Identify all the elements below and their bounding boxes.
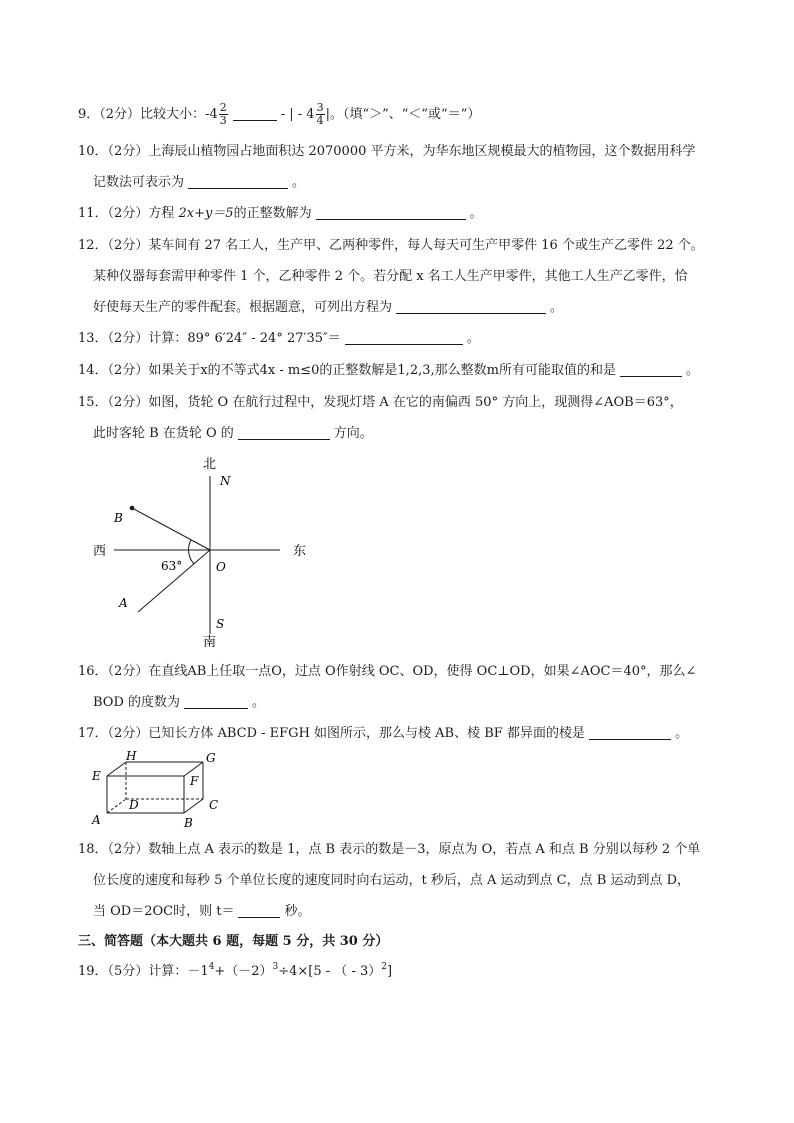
angle-arc [189, 540, 194, 564]
answer-blank[interactable] [188, 174, 288, 189]
label-h: H [126, 749, 137, 763]
question-12-cont: 某种仪器每套需甲种零件 1 个，乙种零件 2 个。若分配 x 名工人生产甲零件，其他工人生产乙零件，恰 [93, 269, 688, 284]
ray-ob [132, 508, 210, 550]
point-b [130, 506, 135, 511]
label-b: B [114, 511, 123, 525]
question-17: 17．（2分）已知长方体 ABCD - EFGH 如图所示，那么与棱 AB、棱 BF 都异面的棱是 。 [78, 726, 688, 741]
answer-blank[interactable] [345, 330, 463, 345]
question-18-cont2: 当 OD＝2OC时，则 t＝ 秒。 [93, 904, 311, 919]
compass-figure [88, 450, 318, 655]
label-angle: 63° [161, 559, 183, 573]
question-score: （2分） [99, 107, 141, 122]
label-e: E [92, 769, 101, 783]
label-d: D [129, 798, 139, 812]
answer-blank[interactable] [396, 299, 546, 314]
section-title: 三、简答题（本大题共 6 题，每题 5 分，共 30 分） [78, 934, 389, 949]
answer-blank[interactable] [238, 425, 330, 440]
question-18: 18．（2分）数轴上点 A 表示的数是 1，点 B 表示的数是－3，原点为 O，若点 A 和点 B 分别以每秒 2 个单 [78, 842, 701, 857]
label-west: 西 [93, 544, 107, 559]
question-13: 13．（2分）计算：89° 6′24″ - 24° 27′35″＝ 。 [78, 331, 480, 346]
label-f: F [190, 774, 199, 788]
label-a: A [92, 813, 101, 827]
answer-blank[interactable] [184, 694, 248, 709]
question-16: 16．（2分）在直线AB上任取一点O，过点 O作射线 OC、OD，使得 OC⊥OD，如果∠AOC＝40°，那么∠ [78, 664, 697, 679]
fraction-two-thirds: $\frac{2}{3}$ [219, 101, 227, 127]
label-north: 北 [203, 457, 217, 472]
edge-ad-hidden [107, 799, 126, 813]
label-b: B [184, 816, 193, 830]
question-19: 19．（5分）计算：$-1^4+(-2)^3\div 4\times[5$ - （ - 3）$^2$] [78, 962, 393, 979]
label-a: A [119, 596, 128, 610]
answer-blank[interactable] [238, 903, 280, 918]
label-n: N [220, 474, 231, 488]
question-15-cont: 此时客轮 B 在货轮 O 的 方向。 [93, 426, 373, 441]
equation: 2x+y＝5 [178, 206, 234, 221]
edge-eh [107, 762, 126, 776]
question-18-cont: 位长度的速度和每秒 5 个单位长度的速度同时向右运动，t 秒后，点 A 运动到点 C，点 B 运动到点 D， [93, 873, 690, 888]
question-10: 10．（2分）上海辰山植物园占地面积达 2070000 平方米，为华东地区规模最大的植物园，这个数据用科学 [78, 144, 696, 159]
answer-blank[interactable] [620, 362, 682, 377]
answer-blank[interactable] [233, 106, 277, 121]
label-south: 南 [203, 635, 217, 650]
question-10-cont: 记数法可表示为 。 [93, 175, 306, 190]
question-12-cont2: 好使每天生产的零件配套。根据题意，可列出方程为 。 [93, 300, 564, 315]
question-15: 15．（2分）如图，货轮 O 在航行过程中，发现灯塔 A 在它的南偏西 50° 方向上，现测得∠AOB＝63°， [78, 395, 683, 410]
question-14: 14．（2分）如果关于x的不等式4x - m≤0的正整数解是1,2,3,那么整数m所有可能取值的和是 。 [78, 363, 699, 378]
label-east: 东 [293, 544, 307, 559]
edge-bc [184, 799, 203, 813]
answer-blank[interactable] [316, 205, 466, 220]
cuboid-figure [88, 748, 238, 832]
question-12: 12．（2分）某车间有 27 名工人，生产甲、乙两种零件，每人每天可生产甲零件 16 个或生产乙零件 22 个。 [78, 238, 704, 253]
fraction-three-fourths: $\frac{3}{4}$ [316, 101, 324, 127]
label-c: C [209, 798, 219, 812]
question-11: 11．（2分）方程 2x+y＝5的正整数解为 。 [78, 206, 483, 221]
question-9: 9．（2分）比较大小：-4 $\frac{2}{3}$ - | - 4 $\frac{3}{4}$ |。（填“＞”、“＜”或“＝”） [78, 101, 481, 127]
label-s: S [216, 617, 225, 631]
label-o: O [216, 560, 226, 574]
label-g: G [206, 751, 216, 765]
answer-blank[interactable] [589, 725, 671, 740]
question-number: 9． [78, 107, 100, 122]
question-16-cont: BOD 的度数为 。 [93, 695, 266, 710]
